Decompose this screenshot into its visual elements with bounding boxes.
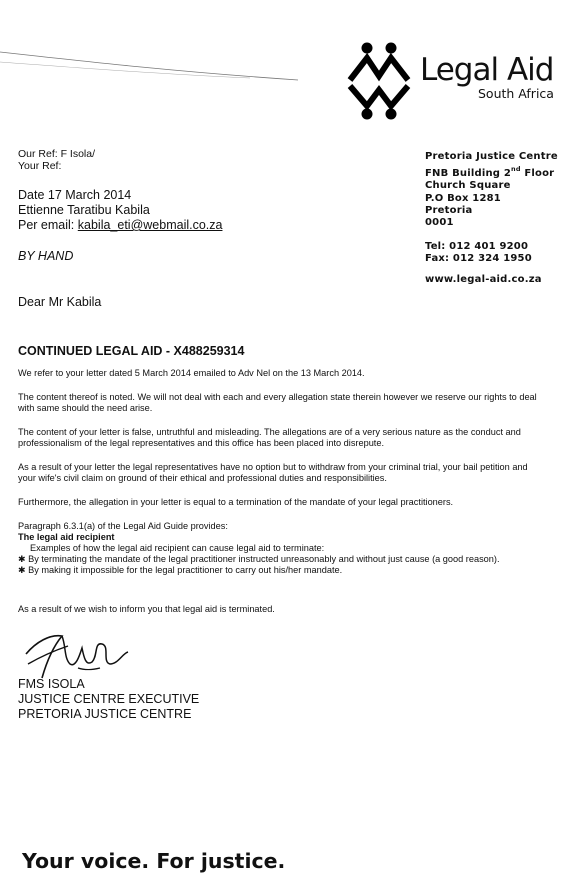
telephone: Tel: 012 401 9200 — [425, 241, 529, 252]
footer-slogan: Your voice. For justice. — [22, 849, 286, 873]
your-reference: Your Ref: — [18, 160, 62, 172]
guide-excerpt — [18, 521, 548, 576]
header-decorative-line — [0, 40, 300, 90]
recipient-email-line — [18, 218, 222, 233]
closing-paragraph: As a result of we wish to inform you that legal aid is terminated. — [18, 604, 275, 614]
signatory-office: PRETORIA JUSTICE CENTRE — [18, 707, 192, 721]
building-name: FNB Building 2 — [425, 168, 512, 180]
logo-region: South Africa — [478, 86, 554, 101]
city: Pretoria — [425, 204, 473, 216]
building-ordinal: nd — [511, 165, 521, 174]
building — [425, 163, 558, 180]
postal-code: 0001 — [425, 217, 454, 229]
body-paragraph: The content thereof is noted. We will not deal with each and every allegation state therein however we reserve our rights to deal with same should the need arise. — [18, 392, 537, 413]
bullet-text: By terminating the mandate of the legal practitioner instructed unreasonably and without just cause (a good reason). — [28, 554, 500, 564]
guide-bullet — [18, 554, 548, 565]
sender-address — [425, 151, 558, 229]
guide-bullet — [18, 565, 548, 576]
guide-examples-intro: Examples of how the legal aid recipient can cause legal aid to terminate: — [30, 543, 325, 553]
body-paragraph: As a result of your letter the legal representatives have no option but to withdraw from your criminal trial, your bail petition and your wife's civil claim on ground of their ethical and professional duties and responsibilities. — [18, 462, 528, 483]
body-paragraph: The content of your letter is false, untruthful and misleading. The allegations are of a very serious nature as the conduct and professionalism of the legal representatives and this office has been placed into disrepute. — [18, 427, 521, 448]
recipient-name: Ettienne Taratibu Kabila — [18, 203, 150, 217]
website-link[interactable]: www.legal-aid.co.za — [425, 274, 542, 285]
building-floor: Floor — [520, 168, 555, 180]
guide-heading: The legal aid recipient — [18, 532, 115, 542]
street: Church Square — [425, 180, 511, 192]
recipient-block — [18, 188, 222, 233]
salutation: Dear Mr Kabila — [18, 295, 102, 309]
body-paragraph: We refer to your letter dated 5 March 2014 emailed to Adv Nel on the 13 March 2014. — [18, 368, 365, 378]
legal-aid-logo-icon — [340, 40, 418, 122]
signatory-title: JUSTICE CENTRE EXECUTIVE — [18, 692, 200, 706]
po-box: P.O Box 1281 — [425, 192, 501, 204]
bullet-star-icon: ✱ — [18, 565, 26, 575]
bullet-text: By making it impossible for the legal practitioner to carry out his/her mandate. — [28, 565, 343, 575]
signatory-name: FMS ISOLA — [18, 677, 85, 691]
our-reference: Our Ref: F Isola/ — [18, 148, 96, 160]
reference-block — [18, 148, 95, 172]
bullet-star-icon: ✱ — [18, 554, 26, 564]
letter-subject: CONTINUED LEGAL AID - X488259314 — [18, 344, 245, 358]
email-label: Per email: — [18, 218, 75, 232]
fax: Fax: 012 324 1950 — [425, 253, 532, 265]
guide-intro: Paragraph 6.3.1(a) of the Legal Aid Guide provides: — [18, 521, 228, 531]
logo-wordmark: Legal Aid — [420, 52, 554, 88]
contact-block — [425, 241, 532, 265]
delivery-method: BY HAND — [18, 249, 74, 263]
handwritten-signature — [22, 624, 132, 684]
office-name: Pretoria Justice Centre — [425, 151, 558, 162]
letter-date: Date 17 March 2014 — [18, 188, 132, 202]
body-paragraph: Furthermore, the allegation in your letter is equal to a termination of the mandate of your legal practitioners. — [18, 497, 454, 507]
recipient-email-link[interactable]: kabila_eti@webmail.co.za — [77, 218, 223, 232]
